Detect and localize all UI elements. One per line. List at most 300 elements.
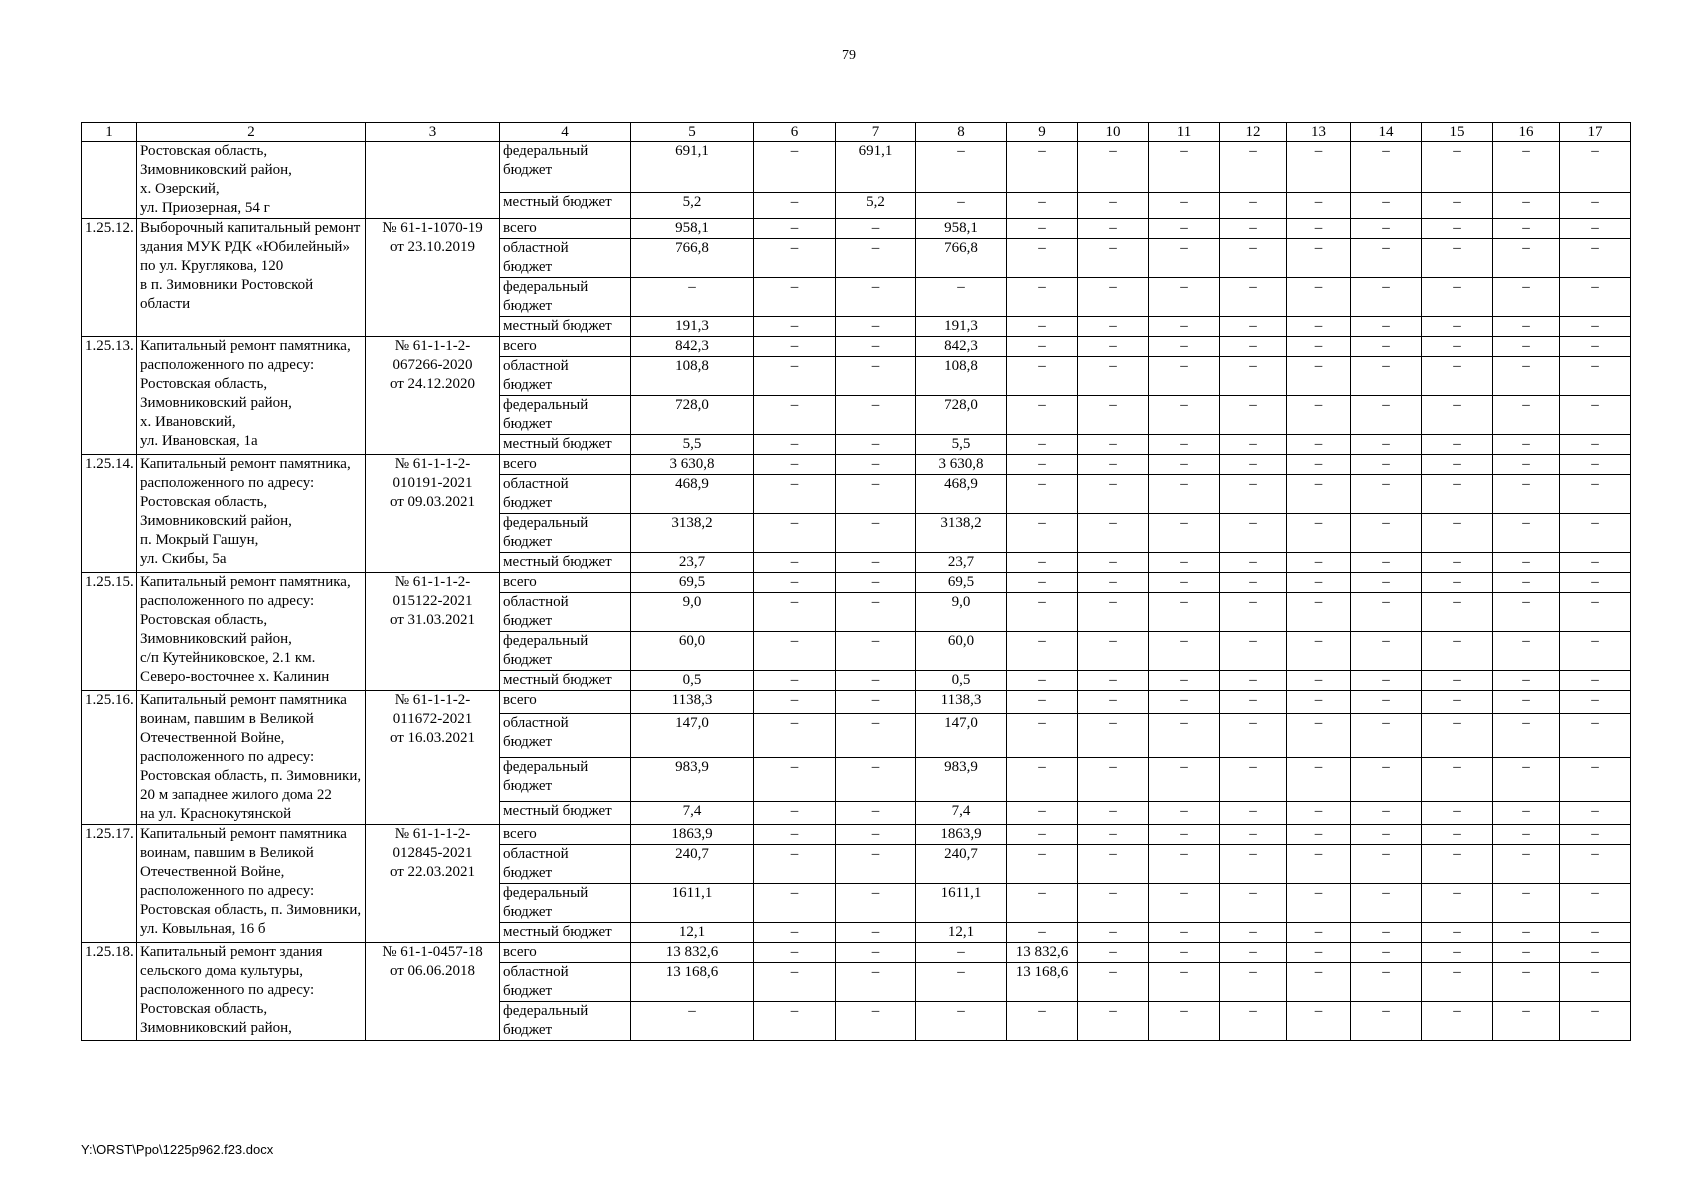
expertise-document-cell: № 61-1-1-2- 010191-2021 от 09.03.2021	[366, 455, 500, 573]
amount-cell: –	[1220, 435, 1287, 455]
amount-cell: –	[1351, 963, 1422, 1002]
amount-cell: –	[1078, 713, 1149, 757]
expertise-document-cell: № 61-1-1-2- 012845-2021 от 22.03.2021	[366, 825, 500, 943]
amount-cell: 13 168,6	[1007, 963, 1078, 1002]
amount-cell: –	[1560, 963, 1631, 1002]
amount-cell: –	[1078, 691, 1149, 714]
amount-cell: –	[1287, 593, 1351, 632]
amount-cell: –	[1493, 435, 1560, 455]
column-number-cell: 12	[1220, 123, 1287, 142]
amount-cell: –	[1422, 239, 1493, 278]
amount-cell: –	[1493, 317, 1560, 337]
amount-cell: –	[1351, 632, 1422, 671]
amount-cell: –	[1220, 317, 1287, 337]
amount-cell: –	[1220, 475, 1287, 514]
amount-cell: –	[1351, 278, 1422, 317]
amount-cell: 108,8	[631, 357, 754, 396]
object-name-cell: Выборочный капитальный ремонт здания МУК РДК «Юбилейный» по ул. Круглякова, 120 в п. Зимовники Ростовской области	[137, 219, 366, 337]
amount-cell: 983,9	[916, 757, 1007, 801]
amount-cell: –	[836, 396, 916, 435]
amount-cell: 842,3	[916, 337, 1007, 357]
funding-source-cell: областной бюджет	[500, 475, 631, 514]
amount-cell: –	[1422, 337, 1493, 357]
amount-cell: –	[1078, 593, 1149, 632]
amount-cell: –	[1560, 671, 1631, 691]
amount-cell: –	[1422, 593, 1493, 632]
amount-cell: –	[1351, 884, 1422, 923]
amount-cell: –	[1493, 757, 1560, 801]
amount-cell: –	[1220, 757, 1287, 801]
amount-cell: –	[1007, 219, 1078, 239]
amount-cell: –	[1007, 396, 1078, 435]
amount-cell: –	[1493, 593, 1560, 632]
amount-cell: –	[1220, 671, 1287, 691]
expertise-document-cell: № 61-1-1070-19 от 23.10.2019	[366, 219, 500, 337]
amount-cell: –	[836, 239, 916, 278]
amount-cell: –	[1351, 142, 1422, 193]
amount-cell: –	[1149, 455, 1220, 475]
funding-source-cell: всего	[500, 573, 631, 593]
amount-cell: –	[1287, 337, 1351, 357]
amount-cell: –	[1422, 632, 1493, 671]
column-number-cell: 8	[916, 123, 1007, 142]
amount-cell: –	[836, 317, 916, 337]
amount-cell: –	[1560, 884, 1631, 923]
amount-cell: –	[754, 357, 836, 396]
object-name-cell: Ростовская область, Зимовниковский район, х. Озерский, ул. Приозерная, 54 г	[137, 142, 366, 219]
amount-cell: –	[1078, 553, 1149, 573]
column-number-cell: 13	[1287, 123, 1351, 142]
amount-cell: –	[1287, 713, 1351, 757]
amount-cell: –	[1351, 553, 1422, 573]
amount-cell: –	[1351, 192, 1422, 218]
amount-cell: 983,9	[631, 757, 754, 801]
amount-cell: –	[1287, 691, 1351, 714]
amount-cell: –	[1422, 884, 1493, 923]
amount-cell: –	[1149, 396, 1220, 435]
table-row	[82, 455, 1631, 475]
amount-cell: 1863,9	[631, 825, 754, 845]
amount-cell: –	[1560, 713, 1631, 757]
amount-cell: –	[1007, 713, 1078, 757]
table-row	[82, 825, 1631, 845]
table-row	[82, 142, 1631, 193]
amount-cell: –	[754, 573, 836, 593]
amount-cell: –	[1560, 845, 1631, 884]
amount-cell: –	[1351, 475, 1422, 514]
amount-cell: –	[916, 192, 1007, 218]
amount-cell: –	[631, 278, 754, 317]
column-number-cell: 2	[137, 123, 366, 142]
amount-cell: –	[836, 845, 916, 884]
amount-cell: –	[1493, 884, 1560, 923]
amount-cell: –	[1560, 1002, 1631, 1041]
amount-cell: –	[1493, 943, 1560, 963]
expertise-document-cell: № 61-1-1-2- 011672-2021 от 16.03.2021	[366, 691, 500, 825]
funding-source-cell: местный бюджет	[500, 802, 631, 825]
amount-cell: –	[754, 593, 836, 632]
amount-cell: –	[1287, 396, 1351, 435]
amount-cell: –	[1493, 573, 1560, 593]
amount-cell: –	[1007, 455, 1078, 475]
amount-cell: –	[1149, 357, 1220, 396]
item-number-cell: 1.25.15.	[82, 573, 137, 691]
amount-cell: –	[1149, 845, 1220, 884]
amount-cell: –	[1560, 192, 1631, 218]
amount-cell: –	[1078, 825, 1149, 845]
amount-cell: –	[1422, 943, 1493, 963]
amount-cell: –	[754, 825, 836, 845]
amount-cell: –	[1493, 337, 1560, 357]
amount-cell: –	[754, 923, 836, 943]
item-number-cell: 1.25.12.	[82, 219, 137, 337]
amount-cell: –	[1351, 573, 1422, 593]
amount-cell: –	[1287, 802, 1351, 825]
amount-cell: –	[1351, 455, 1422, 475]
amount-cell: 691,1	[836, 142, 916, 193]
amount-cell: 1863,9	[916, 825, 1007, 845]
amount-cell: 7,4	[631, 802, 754, 825]
amount-cell: –	[1220, 963, 1287, 1002]
amount-cell: –	[754, 845, 836, 884]
table-row	[82, 219, 1631, 239]
amount-cell: 728,0	[631, 396, 754, 435]
amount-cell: –	[1560, 553, 1631, 573]
column-number-cell: 3	[366, 123, 500, 142]
funding-source-cell: местный бюджет	[500, 192, 631, 218]
column-number-cell: 5	[631, 123, 754, 142]
amount-cell: –	[836, 573, 916, 593]
amount-cell: –	[1493, 802, 1560, 825]
amount-cell: –	[836, 713, 916, 757]
amount-cell: –	[1287, 845, 1351, 884]
amount-cell: –	[1351, 671, 1422, 691]
amount-cell: –	[1422, 192, 1493, 218]
amount-cell: –	[1007, 593, 1078, 632]
amount-cell: –	[1493, 1002, 1560, 1041]
amount-cell: –	[1287, 1002, 1351, 1041]
amount-cell: 13 832,6	[1007, 943, 1078, 963]
amount-cell: –	[1351, 825, 1422, 845]
amount-cell: –	[1560, 278, 1631, 317]
amount-cell: –	[1422, 845, 1493, 884]
amount-cell: –	[1493, 825, 1560, 845]
funding-source-cell: федеральный бюджет	[500, 514, 631, 553]
amount-cell: –	[1287, 239, 1351, 278]
page-number: 79	[842, 48, 856, 63]
amount-cell: –	[1007, 691, 1078, 714]
amount-cell: –	[836, 357, 916, 396]
amount-cell: –	[836, 514, 916, 553]
column-number-cell: 4	[500, 123, 631, 142]
amount-cell: –	[1220, 455, 1287, 475]
column-number-cell: 17	[1560, 123, 1631, 142]
amount-cell: –	[1287, 317, 1351, 337]
item-number-cell: 1.25.17.	[82, 825, 137, 943]
amount-cell: –	[1149, 317, 1220, 337]
funding-source-cell: областной бюджет	[500, 713, 631, 757]
funding-source-cell: всего	[500, 825, 631, 845]
funding-source-cell: федеральный бюджет	[500, 1002, 631, 1041]
amount-cell: –	[1220, 884, 1287, 923]
amount-cell: –	[1422, 963, 1493, 1002]
amount-cell: –	[1493, 514, 1560, 553]
amount-cell: –	[1007, 845, 1078, 884]
funding-source-cell: областной бюджет	[500, 845, 631, 884]
amount-cell: –	[1493, 632, 1560, 671]
amount-cell: 958,1	[916, 219, 1007, 239]
amount-cell: –	[1007, 825, 1078, 845]
amount-cell: 5,5	[916, 435, 1007, 455]
funding-source-cell: областной бюджет	[500, 963, 631, 1002]
amount-cell: –	[1287, 757, 1351, 801]
amount-cell: –	[1493, 963, 1560, 1002]
amount-cell: –	[1351, 514, 1422, 553]
amount-cell: –	[1149, 1002, 1220, 1041]
funding-source-cell: федеральный бюджет	[500, 757, 631, 801]
amount-cell: –	[836, 475, 916, 514]
funding-source-cell: местный бюджет	[500, 317, 631, 337]
amount-cell: –	[1078, 884, 1149, 923]
amount-cell: 23,7	[631, 553, 754, 573]
program-table-container	[81, 122, 1625, 1041]
amount-cell: –	[1493, 845, 1560, 884]
amount-cell: –	[1078, 757, 1149, 801]
amount-cell: –	[1007, 475, 1078, 514]
amount-cell: 766,8	[631, 239, 754, 278]
amount-cell: –	[1560, 514, 1631, 553]
amount-cell: –	[1220, 357, 1287, 396]
amount-cell: –	[1560, 239, 1631, 278]
table-row	[82, 573, 1631, 593]
amount-cell: 728,0	[916, 396, 1007, 435]
amount-cell: –	[916, 943, 1007, 963]
table-body	[82, 142, 1631, 1041]
amount-cell: –	[1220, 142, 1287, 193]
amount-cell: –	[1007, 337, 1078, 357]
amount-cell: –	[1287, 435, 1351, 455]
amount-cell: –	[1078, 192, 1149, 218]
amount-cell: 5,2	[631, 192, 754, 218]
amount-cell: –	[1220, 553, 1287, 573]
object-name-cell: Капитальный ремонт здания сельского дома культуры, расположенного по адресу: Ростовская область, Зимовниковский район,	[137, 943, 366, 1041]
amount-cell: –	[754, 632, 836, 671]
amount-cell: –	[1078, 632, 1149, 671]
object-name-cell: Капитальный ремонт памятника воинам, павшим в Великой Отечественной Войне, расположенного по адресу: Ростовская область, п. Зимовники, ул. Ковыльная, 16 б	[137, 825, 366, 943]
amount-cell: –	[1560, 691, 1631, 714]
amount-cell: –	[1149, 593, 1220, 632]
amount-cell: –	[754, 475, 836, 514]
object-name-cell: Капитальный ремонт памятника, расположенного по адресу: Ростовская область, Зимовниковский район, с/п Кутейниковское, 2.1 км. Северо-восточнее х. Калинин	[137, 573, 366, 691]
amount-cell: –	[1560, 757, 1631, 801]
amount-cell: 766,8	[916, 239, 1007, 278]
amount-cell: –	[1220, 1002, 1287, 1041]
amount-cell: –	[1493, 691, 1560, 714]
column-number-row	[82, 123, 1631, 142]
amount-cell: –	[836, 435, 916, 455]
amount-cell: –	[1493, 923, 1560, 943]
amount-cell: –	[1078, 943, 1149, 963]
amount-cell: –	[1422, 553, 1493, 573]
amount-cell: –	[1493, 192, 1560, 218]
amount-cell: –	[1287, 219, 1351, 239]
amount-cell: –	[1149, 825, 1220, 845]
amount-cell: 5,2	[836, 192, 916, 218]
funding-source-cell: местный бюджет	[500, 553, 631, 573]
amount-cell: 1138,3	[631, 691, 754, 714]
amount-cell: –	[836, 553, 916, 573]
amount-cell: –	[1149, 963, 1220, 1002]
amount-cell: –	[1149, 691, 1220, 714]
amount-cell: 147,0	[631, 713, 754, 757]
amount-cell: –	[754, 553, 836, 573]
amount-cell: –	[1287, 963, 1351, 1002]
amount-cell: –	[1007, 435, 1078, 455]
amount-cell: –	[1560, 943, 1631, 963]
amount-cell: –	[1422, 514, 1493, 553]
amount-cell: –	[1007, 573, 1078, 593]
funding-source-cell: федеральный бюджет	[500, 142, 631, 193]
amount-cell: –	[1149, 573, 1220, 593]
amount-cell: –	[1078, 317, 1149, 337]
amount-cell: –	[916, 278, 1007, 317]
amount-cell: –	[1560, 219, 1631, 239]
amount-cell: –	[1560, 435, 1631, 455]
amount-cell: –	[1007, 192, 1078, 218]
amount-cell: –	[1149, 671, 1220, 691]
amount-cell: –	[836, 923, 916, 943]
item-number-cell: 1.25.13.	[82, 337, 137, 455]
amount-cell: –	[1351, 593, 1422, 632]
amount-cell: –	[1007, 514, 1078, 553]
amount-cell: –	[1422, 713, 1493, 757]
amount-cell: –	[1287, 475, 1351, 514]
amount-cell: –	[1220, 632, 1287, 671]
amount-cell: –	[1220, 923, 1287, 943]
amount-cell: –	[1007, 553, 1078, 573]
amount-cell: 1611,1	[631, 884, 754, 923]
amount-cell: 3138,2	[916, 514, 1007, 553]
expertise-document-cell: № 61-1-1-2- 015122-2021 от 31.03.2021	[366, 573, 500, 691]
amount-cell: –	[1149, 923, 1220, 943]
amount-cell: –	[1078, 455, 1149, 475]
amount-cell: –	[1287, 278, 1351, 317]
amount-cell: –	[1149, 514, 1220, 553]
amount-cell: –	[1220, 192, 1287, 218]
amount-cell: –	[1287, 514, 1351, 553]
column-number-cell: 1	[82, 123, 137, 142]
amount-cell: –	[631, 1002, 754, 1041]
amount-cell: –	[1220, 337, 1287, 357]
amount-cell: –	[1078, 573, 1149, 593]
amount-cell: –	[1422, 396, 1493, 435]
amount-cell: –	[1351, 317, 1422, 337]
amount-cell: –	[1422, 757, 1493, 801]
funding-source-cell: всего	[500, 691, 631, 714]
amount-cell: –	[1078, 475, 1149, 514]
amount-cell: –	[1078, 845, 1149, 884]
amount-cell: –	[1220, 943, 1287, 963]
amount-cell: 12,1	[631, 923, 754, 943]
amount-cell: 69,5	[916, 573, 1007, 593]
amount-cell: –	[836, 671, 916, 691]
amount-cell: –	[836, 219, 916, 239]
amount-cell: –	[1007, 632, 1078, 671]
amount-cell: –	[1560, 825, 1631, 845]
amount-cell: 468,9	[631, 475, 754, 514]
funding-source-cell: областной бюджет	[500, 593, 631, 632]
table-row	[82, 337, 1631, 357]
amount-cell: 13 168,6	[631, 963, 754, 1002]
column-number-cell: 16	[1493, 123, 1560, 142]
column-number-cell: 11	[1149, 123, 1220, 142]
amount-cell: –	[1493, 475, 1560, 514]
amount-cell: –	[1287, 192, 1351, 218]
amount-cell: –	[1351, 435, 1422, 455]
expertise-document-cell: № 61-1-0457-18 от 06.06.2018	[366, 943, 500, 1041]
amount-cell: –	[1078, 435, 1149, 455]
funding-source-cell: всего	[500, 455, 631, 475]
amount-cell: 240,7	[631, 845, 754, 884]
amount-cell: –	[1493, 219, 1560, 239]
amount-cell: 1611,1	[916, 884, 1007, 923]
amount-cell: –	[1220, 593, 1287, 632]
program-table	[81, 122, 1631, 1041]
amount-cell: –	[836, 691, 916, 714]
amount-cell: –	[754, 192, 836, 218]
amount-cell: –	[1560, 357, 1631, 396]
amount-cell: –	[1560, 317, 1631, 337]
amount-cell: –	[754, 317, 836, 337]
amount-cell: –	[1422, 219, 1493, 239]
amount-cell: –	[1351, 923, 1422, 943]
amount-cell: –	[1078, 142, 1149, 193]
amount-cell: –	[1287, 632, 1351, 671]
amount-cell: –	[1149, 802, 1220, 825]
amount-cell: 1138,3	[916, 691, 1007, 714]
amount-cell: –	[754, 963, 836, 1002]
amount-cell: 69,5	[631, 573, 754, 593]
amount-cell: –	[1422, 1002, 1493, 1041]
amount-cell: 9,0	[631, 593, 754, 632]
funding-source-cell: федеральный бюджет	[500, 396, 631, 435]
expertise-document-cell: № 61-1-1-2- 067266-2020 от 24.12.2020	[366, 337, 500, 455]
amount-cell: –	[1007, 923, 1078, 943]
amount-cell: –	[1149, 632, 1220, 671]
amount-cell: –	[1078, 1002, 1149, 1041]
funding-source-cell: всего	[500, 219, 631, 239]
amount-cell: –	[1220, 573, 1287, 593]
amount-cell: –	[1422, 317, 1493, 337]
item-number-cell: 1.25.16.	[82, 691, 137, 825]
amount-cell: –	[1007, 317, 1078, 337]
amount-cell: –	[1007, 884, 1078, 923]
amount-cell: –	[1351, 239, 1422, 278]
amount-cell: –	[1422, 691, 1493, 714]
amount-cell: –	[754, 884, 836, 923]
amount-cell: –	[1078, 923, 1149, 943]
amount-cell: –	[1078, 514, 1149, 553]
amount-cell: –	[1078, 671, 1149, 691]
amount-cell: –	[1220, 278, 1287, 317]
amount-cell: 5,5	[631, 435, 754, 455]
amount-cell: –	[1422, 435, 1493, 455]
amount-cell: –	[1560, 573, 1631, 593]
amount-cell: –	[1493, 713, 1560, 757]
amount-cell: 958,1	[631, 219, 754, 239]
amount-cell: –	[1287, 943, 1351, 963]
amount-cell: 7,4	[916, 802, 1007, 825]
